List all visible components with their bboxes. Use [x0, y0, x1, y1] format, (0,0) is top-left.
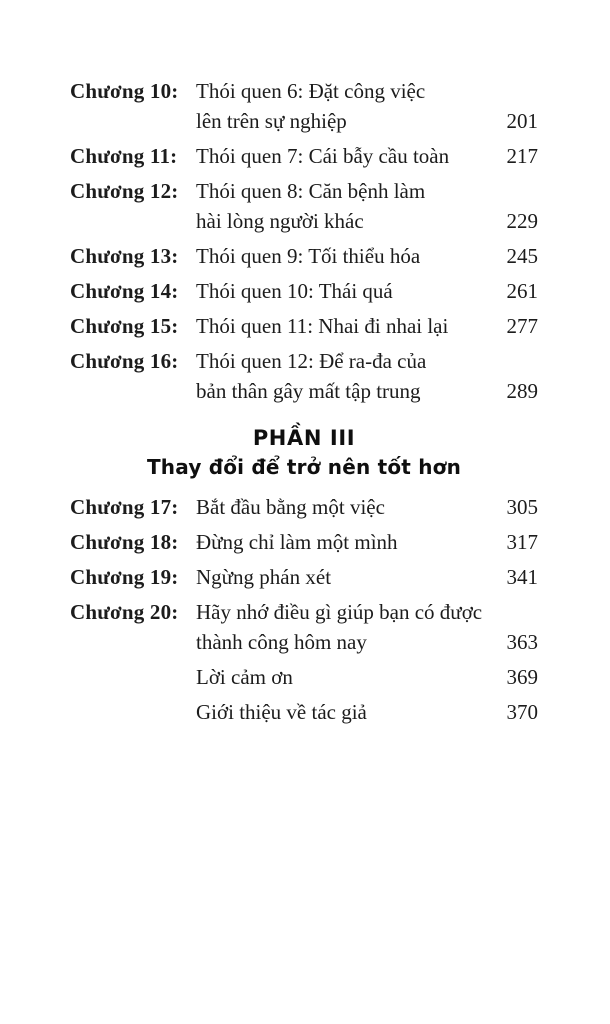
toc-entry — [70, 597, 538, 657]
part-subtitle: Thay đổi để trở nên tốt hơn — [146, 455, 462, 479]
chapter-label: Chương 19: — [70, 565, 179, 589]
toc-entry — [70, 662, 538, 692]
page-number: 217 — [506, 144, 538, 168]
toc-entry — [70, 141, 538, 171]
table-of-contents — [70, 76, 538, 727]
chapter-title — [196, 346, 492, 406]
chapter-title — [196, 311, 492, 341]
page-number: 289 — [506, 379, 538, 403]
page-number: 277 — [506, 314, 538, 338]
chapter-title-line: Bắt đầu bằng một việc — [196, 495, 385, 519]
page-number: 363 — [506, 630, 538, 654]
page-number: 201 — [506, 109, 538, 133]
chapter-title — [196, 76, 492, 136]
chapter-title-line: Thói quen 6: Đặt công việc — [196, 79, 426, 103]
chapter-title-line: Thói quen 11: Nhai đi nhai lại — [196, 314, 449, 338]
chapter-title-line: Thói quen 9: Tối thiểu hóa — [196, 244, 421, 268]
chapter-title — [196, 492, 492, 522]
chapter-title — [196, 562, 492, 592]
chapter-title — [196, 697, 492, 727]
page-number: 229 — [506, 209, 538, 233]
page-number: 317 — [506, 530, 538, 554]
page-number: 370 — [506, 700, 538, 724]
chapter-label: Chương 10: — [70, 79, 179, 103]
chapter-title — [196, 241, 492, 271]
chapter-label: Chương 16: — [70, 349, 179, 373]
chapter-title-line: Giới thiệu về tác giả — [196, 700, 367, 724]
toc-entry — [70, 697, 538, 727]
chapter-title-line: lên trên sự nghiệp — [196, 109, 347, 133]
part-heading — [70, 424, 538, 482]
chapter-title-line: Thói quen 7: Cái bẫy cầu toàn — [196, 144, 450, 168]
page-number: 261 — [506, 279, 538, 303]
chapter-label: Chương 11: — [70, 144, 178, 168]
chapter-label: Chương 14: — [70, 279, 179, 303]
chapter-title — [196, 527, 492, 557]
toc-entry — [70, 241, 538, 271]
chapter-label: Chương 20: — [70, 600, 179, 624]
toc-entry — [70, 562, 538, 592]
part-title: PHẦN III — [252, 426, 356, 450]
chapter-title-line: Ngừng phán xét — [196, 565, 332, 589]
chapter-label: Chương 18: — [70, 530, 179, 554]
page-number: 341 — [506, 565, 538, 589]
toc-entry — [70, 276, 538, 306]
chapter-title-line: hài lòng người khác — [196, 209, 364, 233]
chapter-title — [196, 662, 492, 692]
page-number: 369 — [506, 665, 538, 689]
chapter-title-line: Thói quen 12: Để ra-đa của — [196, 349, 427, 373]
chapter-title-line: Lời cảm ơn — [196, 665, 293, 689]
chapter-label: Chương 12: — [70, 179, 179, 203]
chapter-label: Chương 13: — [70, 244, 179, 268]
chapter-title-line: Đừng chỉ làm một mình — [196, 530, 398, 554]
chapter-title-line: Hãy nhớ điều gì giúp bạn có được — [196, 600, 483, 624]
chapter-title — [196, 597, 492, 657]
chapter-label: Chương 17: — [70, 495, 179, 519]
chapter-title-line: Thói quen 8: Căn bệnh làm — [196, 179, 426, 203]
chapter-title-line: thành công hôm nay — [196, 630, 367, 654]
toc-entry — [70, 346, 538, 406]
toc-entry — [70, 176, 538, 236]
chapter-title — [196, 176, 492, 236]
chapter-title-line: Thói quen 10: Thái quá — [196, 279, 393, 303]
chapter-title-line: bản thân gây mất tập trung — [196, 379, 421, 403]
chapter-title — [196, 141, 492, 171]
toc-entry — [70, 76, 538, 136]
page-number: 305 — [506, 495, 538, 519]
chapter-label: Chương 15: — [70, 314, 179, 338]
toc-entry — [70, 527, 538, 557]
chapter-title — [196, 276, 492, 306]
toc-entry — [70, 311, 538, 341]
page-number: 245 — [506, 244, 538, 268]
toc-entry — [70, 492, 538, 522]
